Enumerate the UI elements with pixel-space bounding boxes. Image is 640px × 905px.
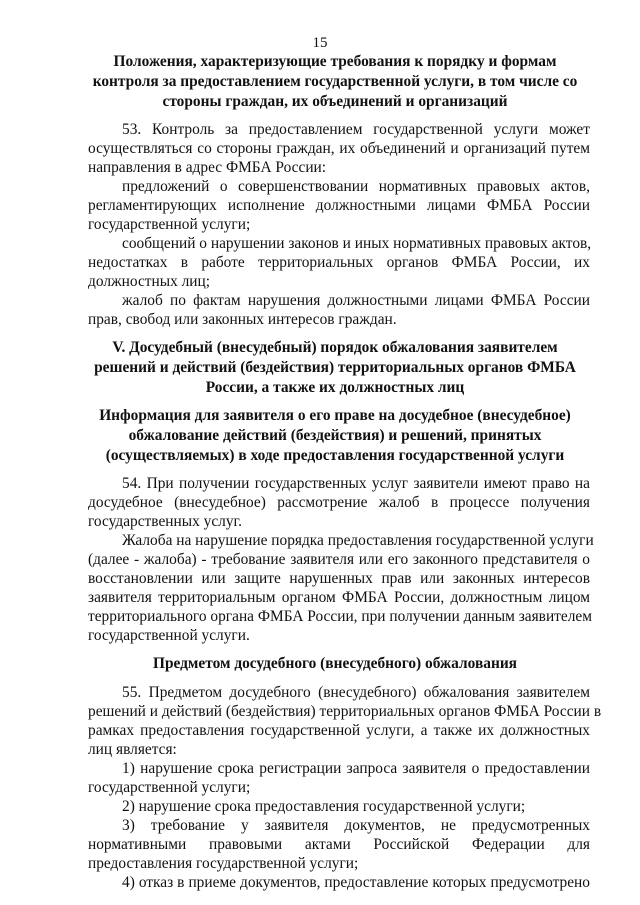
- paragraph-line: предложений о совершенствовании нормативных правовых актов,: [122, 178, 590, 195]
- paragraph-line: решений и действий (бездействия) территориальных органов ФМБА России в: [88, 703, 602, 720]
- paragraph-line: лиц является:: [88, 741, 177, 758]
- section-heading-line: решений и действий (бездействия) территориальных органов ФМБА: [94, 359, 576, 376]
- paragraph-line: заявителя территориальным органом ФМБА России, должностным лицом: [88, 589, 590, 606]
- info-heading-line: Информация для заявителя о его праве на досудебное (внесудебное): [99, 407, 571, 424]
- list-item-line: 2) нарушение срока предоставления государственной услуги;: [122, 798, 526, 815]
- list-item-line: нормативными правовыми актами Российской Федерации для: [88, 836, 590, 853]
- list-item-line: 3) требование у заявителя документов, не предусмотренных: [122, 817, 590, 834]
- paragraph-line: восстановлении или защите нарушенных прав или законных интересов: [88, 570, 590, 587]
- list-item-line: 4) отказ в приеме документов, предоставление которых предусмотрено: [122, 874, 590, 891]
- paragraph-line: осуществляться со стороны граждан, их объединений и организаций путем: [88, 140, 590, 157]
- paragraph-line: государственных услуг.: [88, 513, 242, 530]
- control-heading-line: стороны граждан, их объединений и организаций: [162, 93, 508, 110]
- info-heading-line: обжалование действий (бездействия) и решений, принятых: [128, 427, 542, 444]
- paragraph-line: сообщений о нарушении законов и иных нормативных правовых актов,: [122, 235, 592, 252]
- list-item-line: предоставления государственной услуги;: [88, 855, 359, 872]
- paragraph-line: территориального органа ФМБА России, при получении данным заявителем: [88, 608, 592, 625]
- paragraph-line: должностных лиц;: [88, 273, 211, 290]
- list-item-line: 1) нарушение срока регистрации запроса заявителя о предоставлении: [122, 760, 590, 777]
- paragraph-line: направления в адрес ФМБА России:: [88, 159, 327, 176]
- paragraph-line: прав, свобод или законных интересов граждан.: [88, 311, 397, 328]
- paragraph-line: регламентирующих исполнение должностными лицами ФМБА России: [88, 197, 590, 214]
- paragraph-line: жалоб по фактам нарушения должностными лицами ФМБА России: [122, 292, 590, 309]
- section-heading-line: России, а также их должностных лиц: [205, 379, 465, 396]
- paragraph-line: рамках предоставления государственной услуги, а также их должностных: [88, 722, 590, 739]
- paragraph-line: государственной услуги.: [88, 627, 250, 644]
- paragraph-line: государственной услуги;: [88, 216, 251, 233]
- paragraph-line: досудебное (внесудебное) рассмотрение жалоб в процессе получения: [88, 494, 590, 511]
- list-item-line: государственной услуги;: [88, 779, 251, 796]
- page-number: 15: [312, 35, 328, 51]
- paragraph-line: 54. При получении государственных услуг заявители имеют право на: [122, 475, 590, 492]
- control-heading-line: Положения, характеризующие требования к порядку и формам: [113, 53, 557, 70]
- paragraph-line: 53. Контроль за предоставлением государственной услуги может: [122, 121, 590, 138]
- subject-heading: Предметом досудебного (внесудебного) обжалования: [152, 655, 518, 672]
- paragraph-line: 55. Предметом досудебного (внесудебного) обжалования заявителем: [122, 684, 590, 701]
- paragraph-line: (далее - жалоба) - требование заявителя или его законного представителя о: [88, 551, 590, 568]
- control-heading-line: контроля за предоставлением государственной услуги, в том числе со: [92, 73, 578, 90]
- paragraph-line: недостатках в работе территориальных органов ФМБА России, их: [88, 254, 590, 271]
- paragraph-line: Жалоба на нарушение порядка предоставления государственной услуги: [122, 532, 594, 549]
- info-heading-line: (осуществляемых) в ходе предоставления государственной услуги: [105, 447, 565, 464]
- section-heading-line: V. Досудебный (внесудебный) порядок обжалования заявителем: [112, 339, 558, 356]
